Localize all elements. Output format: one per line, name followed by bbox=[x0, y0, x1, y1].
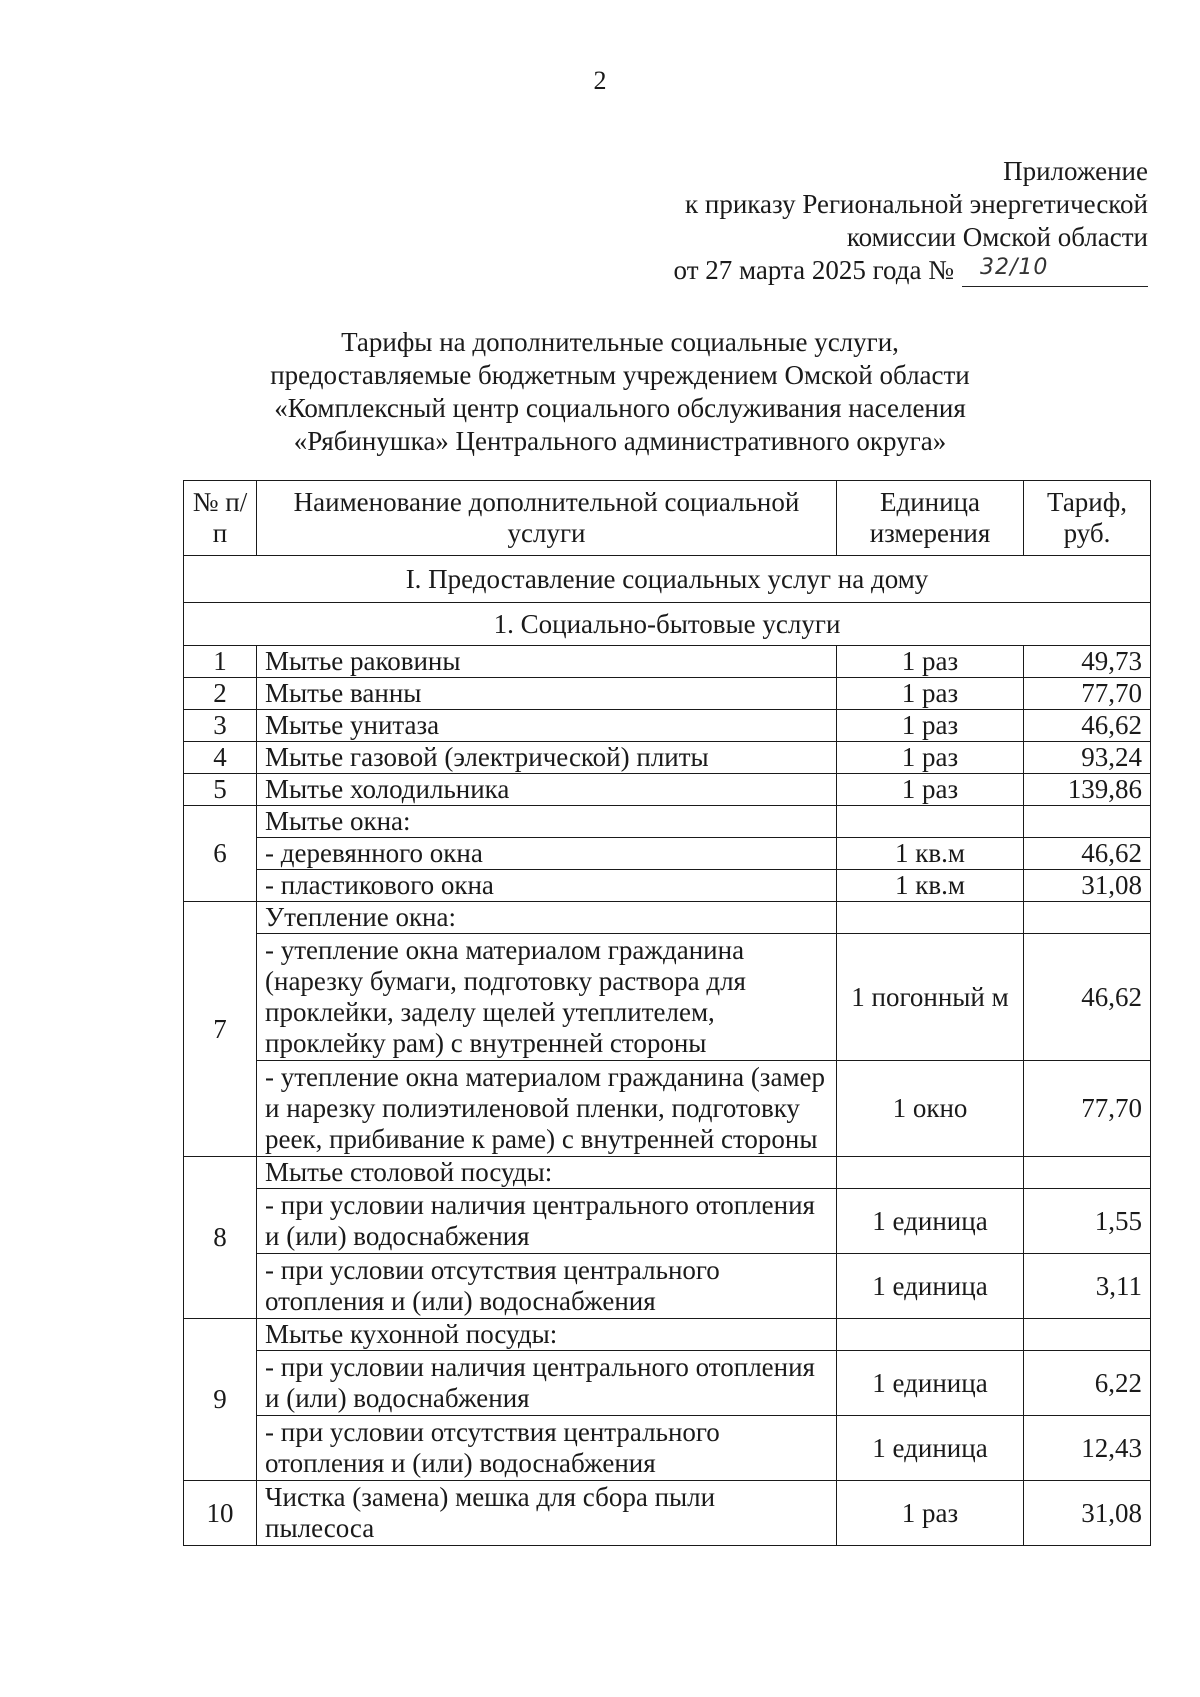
table-row bbox=[184, 1351, 1151, 1416]
row-price: 77,70 bbox=[1024, 678, 1151, 710]
row-group-title: Мытье кухонной посуды: bbox=[257, 1319, 837, 1351]
row-group-title: Утепление окна: bbox=[257, 902, 837, 934]
row-unit: 1 единица bbox=[837, 1254, 1024, 1319]
row-price-empty bbox=[1024, 1319, 1151, 1351]
order-number-field bbox=[962, 256, 1148, 287]
row-price: 46,62 bbox=[1024, 934, 1151, 1061]
row-group-title: Мытье столовой посуды: bbox=[257, 1157, 837, 1189]
row-number: 4 bbox=[184, 742, 257, 774]
row-unit: 1 кв.м bbox=[837, 870, 1024, 902]
row-service-name: - при условии наличия центрального отопления и (или) водоснабжения bbox=[257, 1351, 837, 1416]
table-row bbox=[184, 806, 1151, 838]
table-row bbox=[184, 1189, 1151, 1254]
row-unit: 1 единица bbox=[837, 1189, 1024, 1254]
row-service-name: - утепление окна материалом гражданина (замер и нарезку полиэтиленовой пленки, подготовку реек, прибивание к раме) с внутренней стороны bbox=[257, 1061, 837, 1157]
tariffs-table bbox=[183, 480, 1151, 1546]
table-row bbox=[184, 710, 1151, 742]
row-unit: 1 раз bbox=[837, 1481, 1024, 1546]
row-number: 1 bbox=[184, 646, 257, 678]
row-service-name: - при условии отсутствия центрального отопления и (или) водоснабжения bbox=[257, 1416, 837, 1481]
title-line: Тарифы на дополнительные социальные услуги, bbox=[341, 327, 899, 357]
table-row bbox=[184, 678, 1151, 710]
row-service-name: Чистка (замена) мешка для сбора пыли пылесоса bbox=[257, 1481, 837, 1546]
row-number: 10 bbox=[184, 1481, 257, 1546]
row-price: 31,08 bbox=[1024, 1481, 1151, 1546]
row-service-name: - при условии наличия центрального отопления и (или) водоснабжения bbox=[257, 1189, 837, 1254]
table-row bbox=[184, 1481, 1151, 1546]
handwritten-order-number: 32/10 bbox=[980, 255, 1049, 280]
row-number: 3 bbox=[184, 710, 257, 742]
header-name: Наименование дополнительной социальной услуги bbox=[257, 481, 837, 556]
appendix-date-text: от 27 марта 2025 года № bbox=[673, 255, 954, 285]
row-unit: 1 раз bbox=[837, 742, 1024, 774]
row-price: 139,86 bbox=[1024, 774, 1151, 806]
row-price-empty bbox=[1024, 806, 1151, 838]
row-unit: 1 раз bbox=[837, 678, 1024, 710]
row-unit-empty bbox=[837, 1157, 1024, 1189]
row-service-name: - утепление окна материалом гражданина (нарезку бумаги, подготовку раствора для проклейки, заделу щелей утеплителем, проклейку рам) с внутренней стороны bbox=[257, 934, 837, 1061]
header-unit: Единица измерения bbox=[837, 481, 1024, 556]
row-unit: 1 единица bbox=[837, 1416, 1024, 1481]
title-line: предоставляемые бюджетным учреждением Омской области bbox=[270, 360, 970, 390]
row-number: 5 bbox=[184, 774, 257, 806]
row-price: 46,62 bbox=[1024, 710, 1151, 742]
section-title: I. Предоставление социальных услуг на дому bbox=[184, 556, 1151, 603]
row-unit: 1 раз bbox=[837, 646, 1024, 678]
row-service-name: Мытье унитаза bbox=[257, 710, 837, 742]
table-row bbox=[184, 1061, 1151, 1157]
document-title bbox=[210, 326, 1030, 458]
table-row bbox=[184, 1254, 1151, 1319]
row-price: 49,73 bbox=[1024, 646, 1151, 678]
row-price: 3,11 bbox=[1024, 1254, 1151, 1319]
header-num: № п/п bbox=[184, 481, 257, 556]
appendix-date-line bbox=[674, 254, 1148, 287]
row-service-name: Мытье холодильника bbox=[257, 774, 837, 806]
row-service-name: - пластикового окна bbox=[257, 870, 837, 902]
row-number: 2 bbox=[184, 678, 257, 710]
row-price: 1,55 bbox=[1024, 1189, 1151, 1254]
row-service-name: Мытье ванны bbox=[257, 678, 837, 710]
header-price: Тариф, руб. bbox=[1024, 481, 1151, 556]
table-row bbox=[184, 870, 1151, 902]
table-row bbox=[184, 774, 1151, 806]
row-price: 77,70 bbox=[1024, 1061, 1151, 1157]
table-header-row bbox=[184, 481, 1151, 556]
table-row bbox=[184, 902, 1151, 934]
row-number: 9 bbox=[184, 1319, 257, 1481]
row-group-title: Мытье окна: bbox=[257, 806, 837, 838]
row-unit: 1 раз bbox=[837, 774, 1024, 806]
row-number: 8 bbox=[184, 1157, 257, 1319]
title-line: «Комплексный центр социального обслуживания населения bbox=[274, 393, 966, 423]
row-unit: 1 единица bbox=[837, 1351, 1024, 1416]
row-number: 7 bbox=[184, 902, 257, 1157]
row-unit: 1 раз bbox=[837, 710, 1024, 742]
row-price: 12,43 bbox=[1024, 1416, 1151, 1481]
row-service-name: Мытье раковины bbox=[257, 646, 837, 678]
table-row bbox=[184, 646, 1151, 678]
table-row bbox=[184, 1319, 1151, 1351]
row-unit: 1 погонный м bbox=[837, 934, 1024, 1061]
row-price: 6,22 bbox=[1024, 1351, 1151, 1416]
title-line: «Рябинушка» Центрального административного округа» bbox=[293, 426, 947, 456]
appendix-line: к приказу Региональной энергетической bbox=[685, 189, 1148, 219]
table-row bbox=[184, 934, 1151, 1061]
row-unit-empty bbox=[837, 1319, 1024, 1351]
row-price: 31,08 bbox=[1024, 870, 1151, 902]
table-row bbox=[184, 1416, 1151, 1481]
subsection-row bbox=[184, 603, 1151, 646]
subsection-title: 1. Социально-бытовые услуги bbox=[184, 603, 1151, 646]
row-service-name: - при условии отсутствия центрального отопления и (или) водоснабжения bbox=[257, 1254, 837, 1319]
table-row bbox=[184, 838, 1151, 870]
section-row bbox=[184, 556, 1151, 603]
row-unit-empty bbox=[837, 806, 1024, 838]
table-row bbox=[184, 742, 1151, 774]
row-price-empty bbox=[1024, 1157, 1151, 1189]
appendix-line: Приложение bbox=[1003, 156, 1148, 186]
row-number: 6 bbox=[184, 806, 257, 902]
row-price: 93,24 bbox=[1024, 742, 1151, 774]
row-service-name: - деревянного окна bbox=[257, 838, 837, 870]
row-service-name: Мытье газовой (электрической) плиты bbox=[257, 742, 837, 774]
appendix-line: комиссии Омской области bbox=[846, 222, 1148, 252]
row-unit: 1 окно bbox=[837, 1061, 1024, 1157]
appendix-block bbox=[588, 155, 1148, 287]
page-number: 2 bbox=[593, 66, 607, 95]
row-unit-empty bbox=[837, 902, 1024, 934]
table-row bbox=[184, 1157, 1151, 1189]
row-unit: 1 кв.м bbox=[837, 838, 1024, 870]
row-price: 46,62 bbox=[1024, 838, 1151, 870]
row-price-empty bbox=[1024, 902, 1151, 934]
